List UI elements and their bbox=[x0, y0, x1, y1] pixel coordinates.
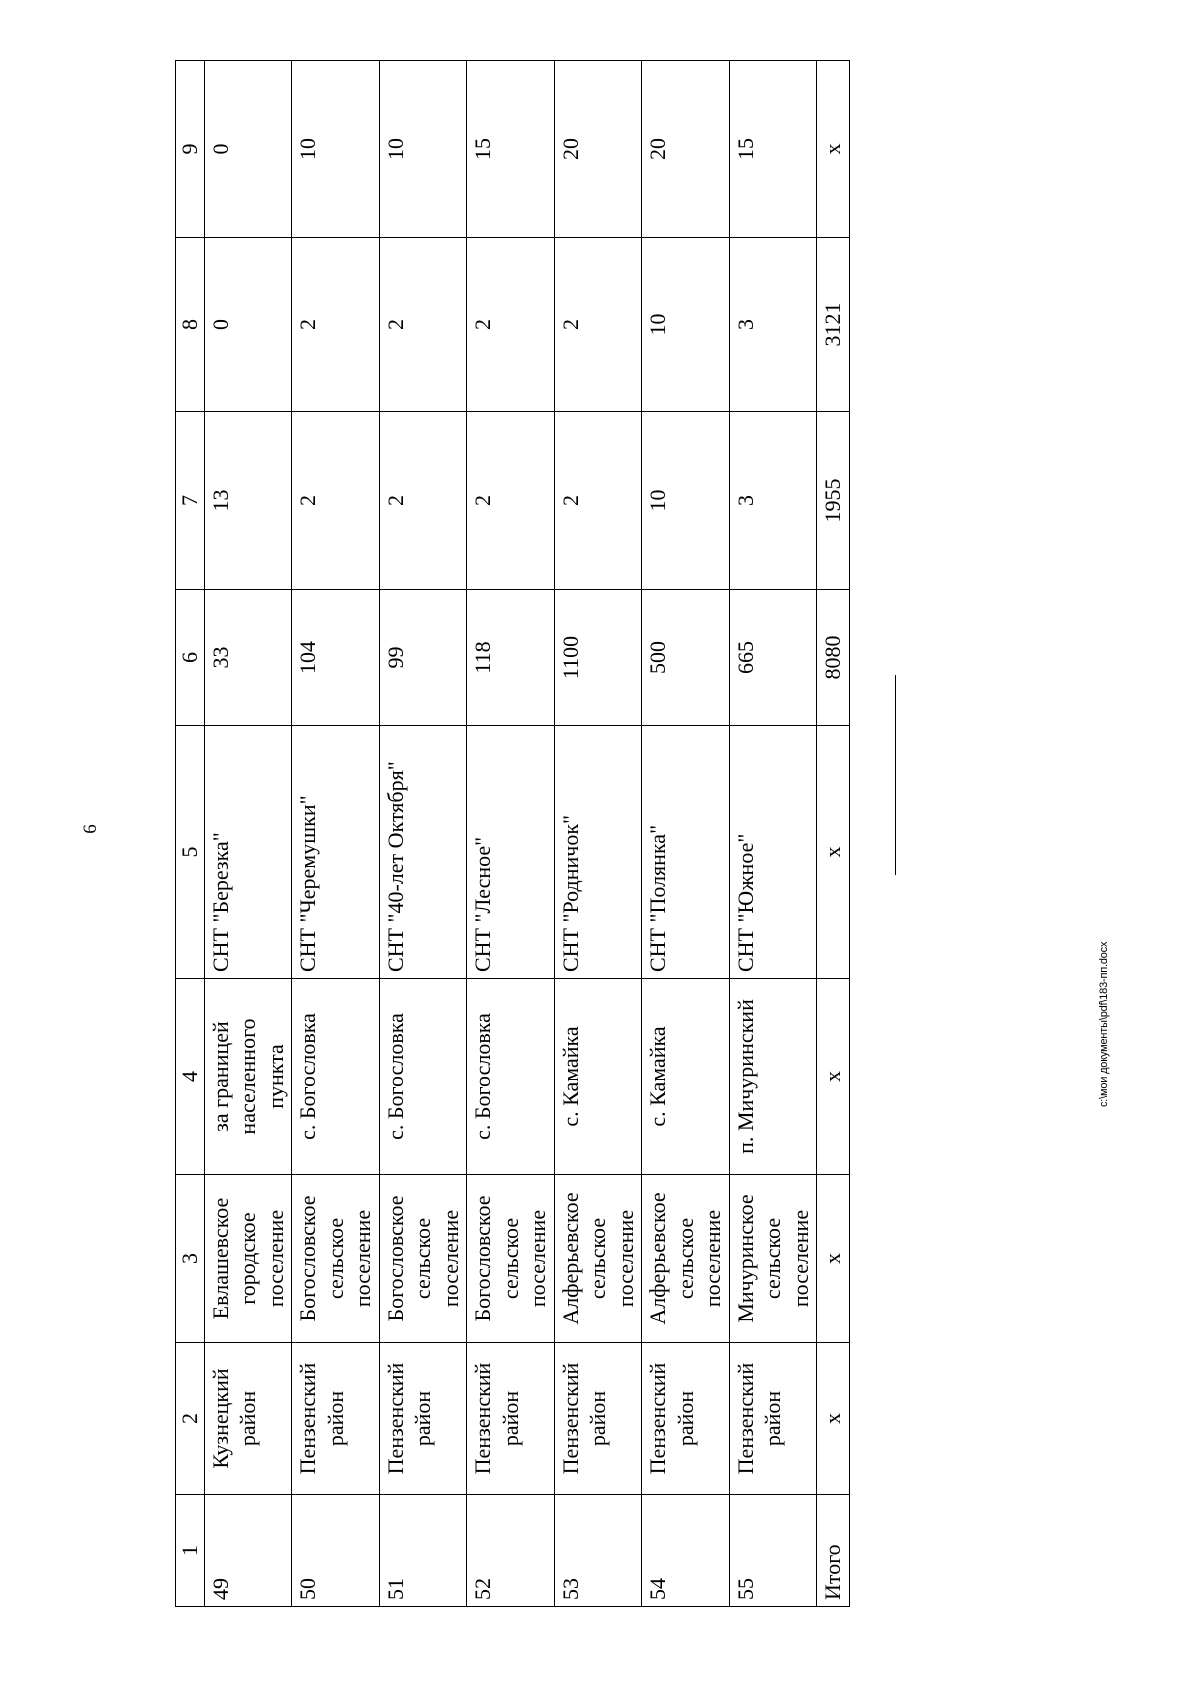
header-cell: 2 bbox=[176, 1343, 205, 1495]
table-cell: СНТ "Южное" bbox=[729, 726, 817, 979]
table-cell: 15 bbox=[467, 61, 555, 238]
table-row bbox=[292, 61, 380, 1607]
table-row bbox=[554, 61, 642, 1607]
table-cell: 13 bbox=[204, 412, 292, 590]
total-cell: 3121 bbox=[817, 238, 850, 412]
table-cell: 10 bbox=[642, 412, 730, 590]
header-row bbox=[176, 61, 205, 1607]
table-cell: 20 bbox=[642, 61, 730, 238]
table-cell: 3 bbox=[729, 412, 817, 590]
table-cell: 10 bbox=[379, 61, 467, 238]
table-cell: Богословское сельское поселение bbox=[292, 1175, 380, 1343]
table-cell: 3 bbox=[729, 238, 817, 412]
total-cell: х bbox=[817, 979, 850, 1175]
table-row bbox=[379, 61, 467, 1607]
total-cell: 8080 bbox=[817, 590, 850, 726]
table-cell: 50 bbox=[292, 1495, 380, 1607]
table-cell: Алферьевское сельское поселение bbox=[642, 1175, 730, 1343]
file-path-footer: c:\мои документы\pdf\183-пп.docx bbox=[1098, 941, 1110, 1107]
table-cell: Пензенский район bbox=[292, 1343, 380, 1495]
table-cell: 2 bbox=[292, 238, 380, 412]
data-table bbox=[175, 60, 850, 1607]
table-cell: СНТ "Черемушки" bbox=[292, 726, 380, 979]
table-cell: 2 bbox=[554, 238, 642, 412]
total-cell: х bbox=[817, 1175, 850, 1343]
table-cell: СНТ "Полянка" bbox=[642, 726, 730, 979]
table-cell: 33 bbox=[204, 590, 292, 726]
table-cell: 2 bbox=[379, 412, 467, 590]
table-cell: с. Камайка bbox=[554, 979, 642, 1175]
table-cell: СНТ "Березка" bbox=[204, 726, 292, 979]
table-cell: Пензенский район bbox=[467, 1343, 555, 1495]
table-cell: 1100 bbox=[554, 590, 642, 726]
table-cell: Пензенский район bbox=[642, 1343, 730, 1495]
table-cell: Пензенский район bbox=[554, 1343, 642, 1495]
table-cell: 104 bbox=[292, 590, 380, 726]
table-cell: 54 bbox=[642, 1495, 730, 1607]
table-row bbox=[467, 61, 555, 1607]
table-cell: СНТ "40-лет Октября" bbox=[379, 726, 467, 979]
total-cell: х bbox=[817, 1343, 850, 1495]
header-cell: 6 bbox=[176, 590, 205, 726]
table-cell: 10 bbox=[642, 238, 730, 412]
table-cell: 0 bbox=[204, 61, 292, 238]
table-cell: СНТ "Лесное" bbox=[467, 726, 555, 979]
header-cell: 5 bbox=[176, 726, 205, 979]
table-cell: с. Богословка bbox=[379, 979, 467, 1175]
table-cell: п. Мичуринский bbox=[729, 979, 817, 1175]
table-cell: 500 bbox=[642, 590, 730, 726]
table-cell: с. Камайка bbox=[642, 979, 730, 1175]
table-cell: 2 bbox=[554, 412, 642, 590]
table-cell: Евлашевское городское поселение bbox=[204, 1175, 292, 1343]
table-cell: 2 bbox=[379, 238, 467, 412]
table-cell: Алферьевское сельское поселение bbox=[554, 1175, 642, 1343]
table-cell: 52 bbox=[467, 1495, 555, 1607]
table-cell: 49 bbox=[204, 1495, 292, 1607]
separator-line bbox=[895, 675, 896, 875]
table-cell: СНТ "Родничок" bbox=[554, 726, 642, 979]
table-cell: 2 bbox=[467, 238, 555, 412]
table-cell: 2 bbox=[292, 412, 380, 590]
table-cell: 20 bbox=[554, 61, 642, 238]
total-cell: х bbox=[817, 61, 850, 238]
header-cell: 8 bbox=[176, 238, 205, 412]
header-cell: 7 bbox=[176, 412, 205, 590]
table-cell: 2 bbox=[467, 412, 555, 590]
table-cell: 15 bbox=[729, 61, 817, 238]
table-cell: с. Богословка bbox=[467, 979, 555, 1175]
total-cell: х bbox=[817, 726, 850, 979]
header-cell: 4 bbox=[176, 979, 205, 1175]
table-cell: 0 bbox=[204, 238, 292, 412]
table-cell: 53 bbox=[554, 1495, 642, 1607]
table-cell: Мичуринское сельское поселение bbox=[729, 1175, 817, 1343]
table-cell: 118 bbox=[467, 590, 555, 726]
table-cell: 665 bbox=[729, 590, 817, 726]
table-cell: с. Богословка bbox=[292, 979, 380, 1175]
header-cell: 9 bbox=[176, 61, 205, 238]
table-cell: 55 bbox=[729, 1495, 817, 1607]
table-cell: Богословское сельское поселение bbox=[467, 1175, 555, 1343]
table-row bbox=[642, 61, 730, 1607]
table-row bbox=[204, 61, 292, 1607]
table-cell: Богословское сельское поселение bbox=[379, 1175, 467, 1343]
table-row bbox=[729, 61, 817, 1607]
header-cell: 3 bbox=[176, 1175, 205, 1343]
table-cell: Пензенский район bbox=[729, 1343, 817, 1495]
table-cell: 99 bbox=[379, 590, 467, 726]
table-cell: за границей населенного пункта bbox=[204, 979, 292, 1175]
table-cell: Пензенский район bbox=[379, 1343, 467, 1495]
table-cell: Кузнецкий район bbox=[204, 1343, 292, 1495]
header-cell: 1 bbox=[176, 1495, 205, 1607]
table-cell: 10 bbox=[292, 61, 380, 238]
total-row bbox=[817, 61, 850, 1607]
page-number: 6 bbox=[80, 824, 101, 834]
total-cell: 1955 bbox=[817, 412, 850, 590]
table-cell: 51 bbox=[379, 1495, 467, 1607]
total-cell: Итого bbox=[817, 1495, 850, 1607]
